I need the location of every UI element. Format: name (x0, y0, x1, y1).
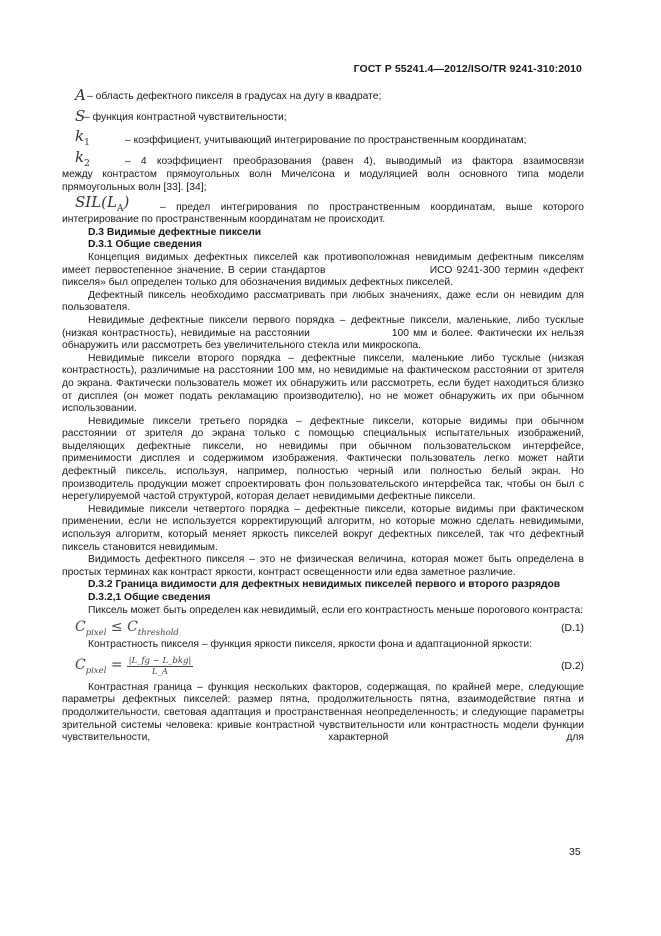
definition-k2 (75, 148, 584, 169)
definition-s-text: – функция контрастной чувствительности; (84, 112, 287, 124)
symbol-sil: $SIL(L_A)$ (75, 193, 130, 215)
document-header: ГОСТ Р 55241.4—2012/ISO/TR 9241-310:2010 (353, 63, 582, 75)
definition-k2-continuation: между контрастом прямоугольных волн Мичелсона и модуляцией волн основного типа модели прямоугольных волн [33]. [34]; (62, 169, 584, 193)
page-number: 35 (569, 846, 581, 858)
page-content (62, 84, 587, 745)
formula-d1 (75, 617, 584, 639)
formula-d2-number: (D.2) (561, 661, 584, 673)
section-heading-d3: D.3 Видимые дефектные пиксели (88, 226, 262, 238)
paragraph: Контрастная граница – функция нескольких факторов, содержащая, по крайней мере, следующие параметры дефектных пикселей: размер пятна, продолжительность пятна, взаимодействие пятна и продолжительности, световая адаптация и пространственная неопределенность; и следующие параметры зрительной системы человека: кривые контрастной чувствительности или контрастность модели функции чувствительности, характерной для (62, 681, 584, 744)
symbol-k2: $k_2$ (75, 148, 90, 169)
definition-k1 (75, 125, 584, 148)
formula-d2-fraction: $\frac{\text{|L\_fg − L\_bkg|}}{L\_A}$ (128, 656, 192, 678)
definition-sil-text: – предел интегрирования по пространственным координатам, выше которого (160, 201, 584, 213)
formula-d2 (75, 652, 584, 682)
formula-d2-expression: $C_{pixel}$ = (75, 657, 123, 677)
definition-a-text: – область дефектного пикселя в градусах на дугу в квадрате; (87, 91, 382, 103)
definition-k1-text: – коэффициент, учитывающий интегрирование по пространственным координатам; (125, 135, 527, 147)
paragraph: Невидимые пиксели четвертого порядка – дефектные пиксели, которые видимы при фактическом применении, если не используется корректирующий алгоритм, но которые можно сделать невидимыми, используя алгоритм, который меняет яркость пикселей вокруг дефектных пикселей, так что дефектный пиксель становится невидимым. (62, 503, 584, 553)
paragraph: Пиксель может быть определен как невидимый, если его контрастность меньше порогового контраста: (88, 604, 584, 616)
section-heading-d31: D.3.1 Общие сведения (88, 239, 202, 251)
paragraph: Дефектный пиксель необходимо рассматривать при любых значениях, даже если он невидим для пользователя. (62, 289, 584, 314)
definition-sil-continuation: интегрирование по пространственным координатам не происходит. (62, 214, 386, 226)
paragraph: Видимость дефектного пикселя – это не физическая величина, которая может быть определена в простых терминах как контраст яркости, контраст освещенности или едва заметное различие. (62, 554, 584, 578)
formula-d1-number: (D.1) (561, 622, 584, 634)
definition-a (75, 84, 584, 104)
section-heading-d32: D.3.2 Граница видимости для дефектных невидимых пикселей первого и второго разрядов (88, 579, 561, 591)
section-heading-d321: D.3.2,1 Общие сведения (88, 592, 211, 603)
paragraph: Контрастность пикселя – функция яркости пикселя, яркости фона и адаптационной яркости: (88, 639, 532, 651)
definition-k2-text: – 4 коэффициент преобразования (равен 4), выводимый из фактора взаимосвязи (125, 156, 584, 168)
symbol-s: S (75, 107, 86, 125)
paragraph: Концепция видимых дефектных пикселей как противоположная невидимым дефектным пикселям имеет первостепенное значение. В серии стандартов ИСО 9241-300 термин «дефект пикселя» был определен только для обозначения видимых дефектных пикселей. (62, 251, 587, 289)
paragraph: Невидимые дефектные пиксели первого порядка – дефектные пиксели, маленькие, либо тусклые (низкая контрастность), невидимые на расстоянии 100 мм и более. Фактически их нельзя обнаружить или рассмотреть без увеличительного стекла или микроскопа. (62, 314, 587, 352)
definition-sil (75, 194, 584, 214)
formula-d1-expression: $C_{pixel} \le C_{threshold}$ (75, 618, 179, 638)
definition-s (75, 104, 584, 125)
paragraph: Невидимые пиксели третьего порядка – дефектные пиксели, которые видимы при обычном расстоянии от зрителя до экрана только с помощью специальных испытательных изображений, выделяющих дефектные пиксели, но невидимы при обычном пользовательском интерфейсе, применимости дисплея и содержимом изображения. Фактически пользователь легко может найти дефектный пиксель, используя, например, полностью черный или полностью белый экран. Но производитель продукции может спроектировать фон пользовательского интерфейса так, чтобы он был с нерегулируемой частой структурой, которая делает невидимыми дефектные пиксели. (62, 415, 584, 503)
symbol-a: A (75, 86, 86, 104)
paragraph: Невидимые пиксели второго порядка – дефектные пиксели, маленькие либо тусклые (низкая контрастность), различимые на расстоянии 100 мм, но невидимые на фактическом расстоянии от зрителя до экрана. Фактически пользователь может их обнаружить или рассмотреть, если будет находиться близко от дисплея (он может подать рекламацию производителю), но не может обнаружить их при обычном использовании. (62, 352, 584, 415)
symbol-k1: $k_1$ (75, 127, 90, 148)
